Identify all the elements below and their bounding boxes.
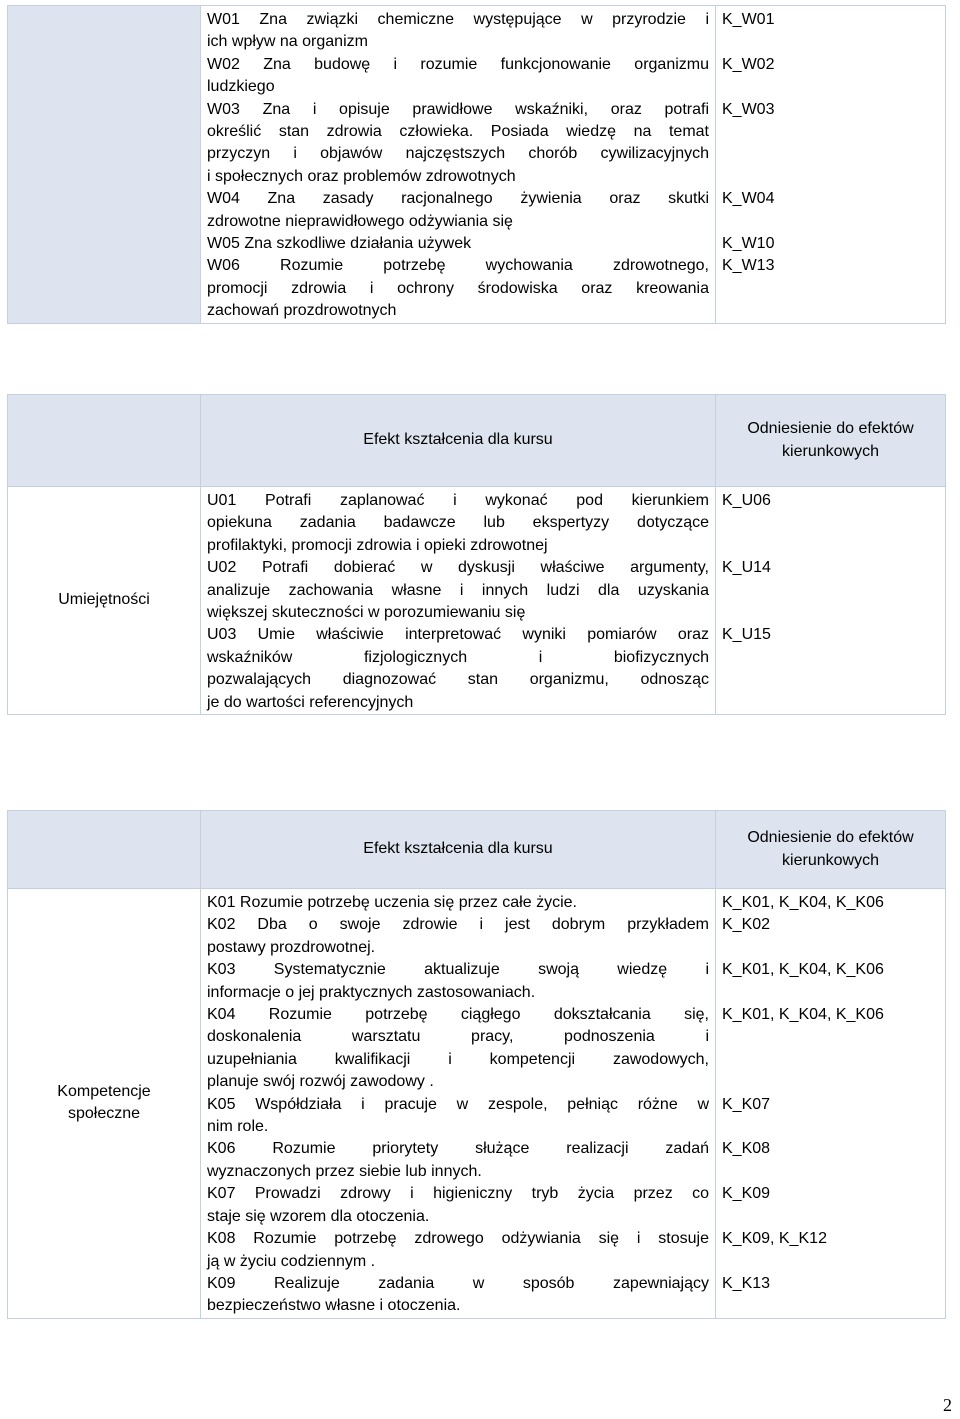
skills-refs-cell [716,487,946,715]
skills-effect-line: pozwalających diagnozować stan organizmu, odnosząc [207,671,709,689]
skills-effect-line: profilaktyki, promocji zdrowia i opieki zdrowotnej [207,536,548,554]
skills-effect-line: U02 Potrafi dobierać w dyskusji właściwe argumenty, [207,559,709,577]
competences-header-effect [201,811,716,889]
knowledge-ref-line [722,300,939,322]
competences-header-side [8,811,201,889]
competences-effect-line: staje się wzorem dla otoczenia. [207,1207,430,1225]
competences-row-label-line1: Kompetencje [57,1082,151,1100]
knowledge-ref-line: K_W13 [722,257,775,275]
knowledge-effect-line: zdrowotne nieprawidłowego odżywiania się [207,212,513,230]
competences-ref-line [722,1049,939,1071]
knowledge-effect-line: przyczyn i objawów najczęstszych chorób cywilizacyjnych [207,145,709,163]
competences-ref-line: K_K07 [722,1095,771,1113]
competences-ref-line [722,1161,939,1183]
competences-effect-line: informacje o jej praktycznych zastosowaniach. [207,983,536,1001]
competences-ref-line [722,1250,939,1272]
skills-effect-line: U03 Umie właściwie interpretować wyniki pomiarów oraz [207,626,709,644]
competences-effect-line: ją w życiu codziennym . [207,1252,376,1270]
knowledge-effect-line: ich wpływ na organizm [207,33,368,51]
knowledge-ref-line [722,121,939,143]
competences-ref-line: K_K13 [722,1274,771,1292]
knowledge-table [7,5,946,324]
competences-ref-line: K_K01, K_K04, K_K06 [722,894,884,911]
competences-ref-line: K_K01, K_K04, K_K06 [722,961,884,979]
competences-effect-line: doskonalenia warsztatu pracy, podnoszenia i [207,1028,709,1046]
skills-ref-line: K_U14 [722,559,771,577]
competences-effect-line: uzupełniania kwalifikacji i kompetencji zawodowych, [207,1050,709,1068]
page-number: 2 [943,1395,952,1415]
knowledge-effect-line: W04 Zna zasady racjonalnego żywienia oraz skutki [207,190,709,208]
competences-effect-line: K03 Systematycznie aktualizuje swoją wiedzę i [207,961,709,979]
knowledge-refs-cell [716,6,946,324]
competences-ref-line [722,1026,939,1048]
skills-ref-line [722,580,939,602]
skills-row-label [8,487,201,715]
competences-header-ref [716,811,946,889]
knowledge-effect-line: W01 Zna związki chemiczne występujące w przyrodzie i [207,11,709,28]
competences-ref-line: K_K02 [722,916,771,934]
skills-header-effect-label: Efekt kształcenia dla kursu [363,431,553,449]
competences-header-ref-line2: kierunkowych [782,851,879,869]
skills-row-label-text: Umiejętności [58,591,150,609]
knowledge-ref-line [722,76,939,98]
competences-refs-cell [716,889,946,1319]
competences-ref-line [722,937,939,959]
skills-ref-line [722,669,939,691]
competences-header-ref-line1: Odniesienie do efektów [747,829,914,847]
knowledge-ref-line: K_W04 [722,190,775,208]
knowledge-ref-line [722,166,939,188]
competences-ref-line: K_K01, K_K04, K_K06 [722,1006,884,1023]
skills-effect-line: U01 Potrafi zaplanować i wykonać pod kierunkiem [207,492,709,509]
skills-ref-line: K_U06 [722,492,771,509]
skills-table [7,394,946,715]
competences-table [7,810,946,1319]
competences-effect-line: nim role. [207,1118,269,1136]
competences-row-label-line2: społeczne [67,1105,141,1123]
knowledge-ref-line: K_W02 [722,55,775,73]
skills-header-effect [201,395,716,487]
competences-ref-line [722,982,939,1004]
competences-ref-line [722,1295,939,1317]
skills-ref-line [722,602,939,624]
competences-effect-line: K08 Rozumie potrzebę zdrowego odżywiania się i stosuje [207,1230,709,1248]
competences-effect-line: planuje swój rozwój zawodowy . [207,1073,434,1091]
competences-ref-line: K_K09 [722,1185,771,1203]
knowledge-effect-line: zachowań prozdrowotnych [207,302,397,320]
knowledge-effect-line: W03 Zna i opisuje prawidłowe wskaźniki, oraz potrafi [207,100,709,118]
skills-ref-line [722,535,939,557]
knowledge-ref-line [722,211,939,233]
competences-effect-line: K09 Realizuje zadania w sposób zapewniający [207,1274,709,1292]
competences-effect-line: K05 Współdziała i pracuje w zespole, pełniąc różne w [207,1095,709,1113]
skills-effect-line: wskaźników fizjologicznych i biofizycznych [207,648,709,666]
competences-ref-line [722,1071,939,1093]
knowledge-side-cell [8,6,201,324]
skills-effect-line: je do wartości referencyjnych [207,693,414,711]
competences-effect-line: K07 Prowadzi zdrowy i higieniczny tryb życia przez co [207,1185,709,1203]
skills-header-side [8,395,201,487]
skills-effect-line: analizuje zachowania własne i innych ludzi dla uzyskania [207,581,709,599]
competences-header-effect-label: Efekt kształcenia dla kursu [363,840,553,858]
knowledge-effect-line: W05 Zna szkodliwe działania używek [207,235,472,253]
knowledge-effect-line: ludzkiego [207,78,275,96]
knowledge-ref-line [722,31,939,53]
knowledge-ref-line: K_W01 [722,11,775,28]
knowledge-effects-cell [201,6,716,324]
competences-ref-line: K_K08 [722,1140,771,1158]
knowledge-ref-line [722,278,939,300]
knowledge-effect-line: określić stan zdrowia człowieka. Posiada wiedzę na temat [207,123,709,141]
competences-effect-line: K06 Rozumie priorytety służące realizacji zadań [207,1140,709,1158]
skills-header-ref-line1: Odniesienie do efektów [747,420,914,438]
competences-row-label [8,889,201,1319]
knowledge-effect-line: promocji zdrowia i ochrony środowiska oraz kreowania [207,279,709,297]
skills-header-ref [716,395,946,487]
competences-effects-cell [201,889,716,1319]
competences-ref-line: K_K09, K_K12 [722,1229,827,1247]
skills-ref-line: K_U15 [722,626,771,644]
competences-ref-line [722,1206,939,1228]
knowledge-ref-line [722,143,939,165]
competences-effect-line: K01 Rozumie potrzebę uczenia się przez całe życie. [207,894,577,911]
skills-effect-line: większej skuteczności w porozumiewaniu się [207,604,526,622]
knowledge-ref-line: K_W03 [722,100,775,118]
skills-header-ref-line2: kierunkowych [782,442,879,460]
competences-ref-line [722,1116,939,1138]
knowledge-effect-line: W02 Zna budowę i rozumie funkcjonowanie organizmu [207,55,709,73]
competences-effect-line: wyznaczonych przez siebie lub innych. [207,1162,482,1180]
skills-ref-line [722,692,939,714]
skills-ref-line [722,647,939,669]
competences-effect-line: postawy prozdrowotnej. [207,938,376,956]
knowledge-ref-line: K_W10 [722,234,775,252]
skills-effects-cell [201,487,716,715]
knowledge-effect-line: W06 Rozumie potrzebę wychowania zdrowotnego, [207,257,709,275]
competences-effect-line: K04 Rozumie potrzebę ciągłego dokształcania się, [207,1006,709,1024]
knowledge-effect-line: i społecznych oraz problemów zdrowotnych [207,167,516,185]
skills-effect-line: opiekuna zadania badawcze lub ekspertyzy dotyczące [207,514,709,532]
skills-ref-line [722,512,939,534]
competences-effect-line: K02 Dba o swoje zdrowie i jest dobrym przykładem [207,916,709,934]
competences-effect-line: bezpieczeństwo własne i otoczenia. [207,1297,461,1315]
